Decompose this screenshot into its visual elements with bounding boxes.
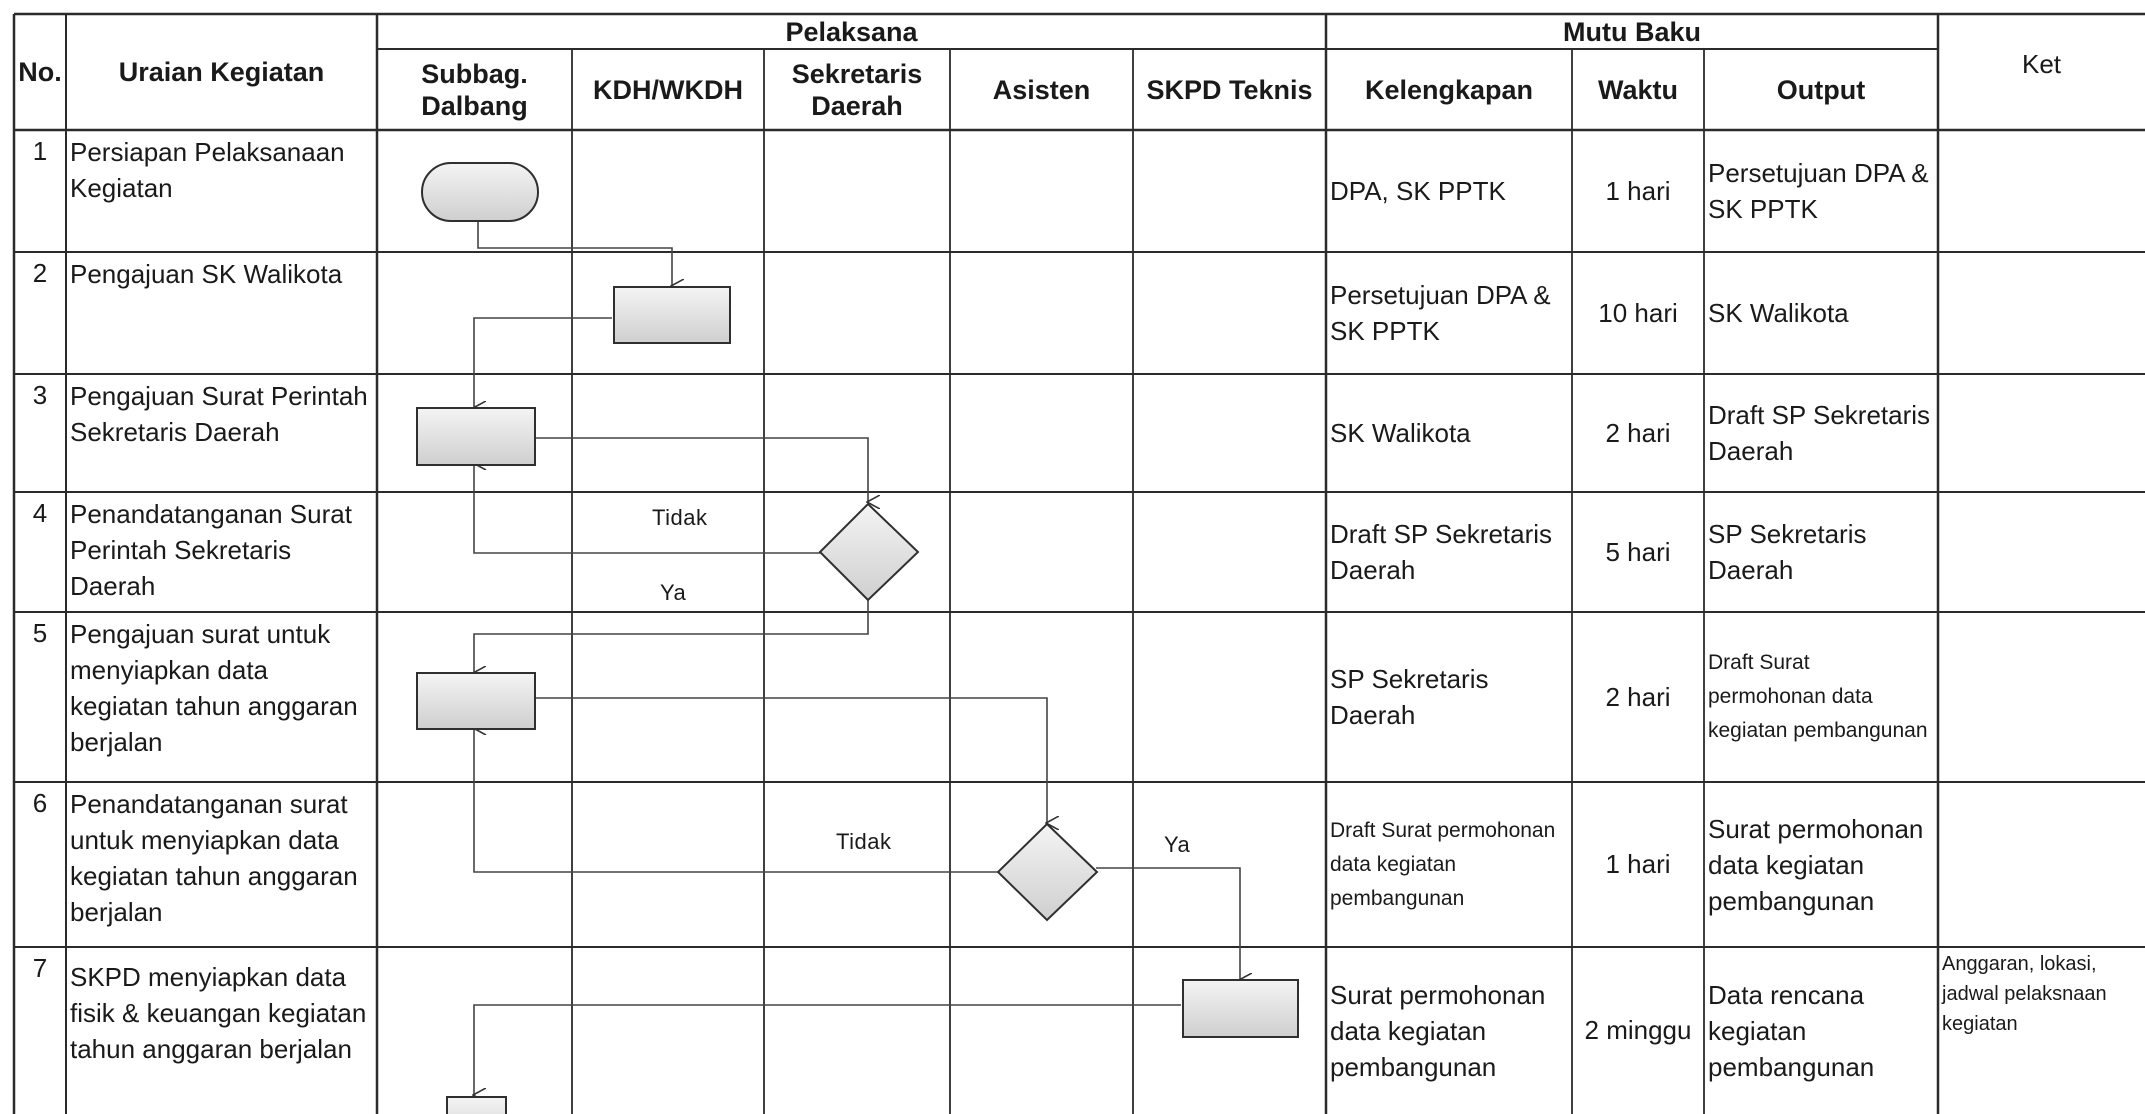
header-actor-kdh: KDH/WKDH <box>593 74 743 105</box>
header-actor-skpd: SKPD Teknis <box>1146 74 1313 105</box>
row-6-kelengkapan: Draft Surat permohonan data kegiatan pembangunan <box>1330 818 1556 910</box>
header-kelengkapan: Kelengkapan <box>1364 74 1534 105</box>
row-6-waktu: 1 hari <box>1605 849 1671 879</box>
row-1-kelengkapan: DPA, SK PPTK <box>1330 176 1506 206</box>
decision-asisten <box>998 824 1097 920</box>
process-box-skpd <box>1183 980 1298 1037</box>
row-4-waktu: 5 hari <box>1605 536 1671 567</box>
row-6-no: 6 <box>32 788 48 818</box>
row-7-uraian: SKPD menyiapkan data fisik & keuangan kegiatan tahun anggaran berjalan <box>70 962 367 1064</box>
flow-label-ya-2: Ya <box>1164 832 1191 857</box>
row-1-no: 1 <box>32 136 48 166</box>
row-2-output: SK Walikota <box>1708 298 1849 328</box>
header-no: No. <box>18 57 62 87</box>
process-box-kdh <box>614 287 730 343</box>
start-terminator <box>422 163 538 221</box>
row-4-uraian: Penandatanganan Surat Perintah Sekretaris Daerah <box>70 499 352 601</box>
process-box-dalbang-5 <box>417 673 535 729</box>
row-4-no: 4 <box>32 498 48 528</box>
row-5-output: Draft Surat permohonan data kegiatan pembangunan <box>1708 651 1928 742</box>
row-3-no: 3 <box>32 380 48 410</box>
row-2-waktu: 10 hari <box>1598 297 1678 328</box>
row-3-uraian: Pengajuan Surat Perintah Sekretaris Daerah <box>70 381 368 447</box>
header-actor-sekda: Sekretaris Daerah <box>791 58 923 121</box>
row-4-output: SP Sekretaris Daerah <box>1708 519 1867 585</box>
header-mutu-baku: Mutu Baku <box>1563 16 1701 47</box>
header-pelaksana: Pelaksana <box>785 16 918 47</box>
flow-label-ya-1: Ya <box>660 580 687 605</box>
header-ket: Ket <box>2021 49 2062 79</box>
offpage-connector <box>447 1097 506 1114</box>
row-4-kelengkapan: Draft SP Sekretaris Daerah <box>1330 519 1553 585</box>
row-6-uraian: Penandatanganan surat untuk menyiapkan data kegiatan tahun anggaran berjalan <box>70 789 358 927</box>
header-output: Output <box>1776 74 1866 105</box>
row-1-uraian: Persiapan Pelaksanaan Kegiatan <box>70 137 345 203</box>
header-waktu: Waktu <box>1598 74 1678 105</box>
row-2-no: 2 <box>32 258 48 288</box>
row-7-output: Data rencana kegiatan pembangunan <box>1708 979 1875 1082</box>
flow-label-tidak-2: Tidak <box>836 829 892 854</box>
decision-sekda <box>820 504 918 600</box>
row-1-output: Persetujuan DPA & SK PPTK <box>1708 158 1929 224</box>
row-3-kelengkapan: SK Walikota <box>1330 418 1471 448</box>
row-7-ket: Anggaran, lokasi, jadwal pelaksnaan kegiatan <box>1942 953 2107 1035</box>
row-7-kelengkapan: Surat permohonan data kegiatan pembangunan <box>1330 979 1546 1082</box>
row-2-uraian: Pengajuan SK Walikota <box>70 259 343 289</box>
row-5-no: 5 <box>32 618 48 648</box>
row-5-uraian: Pengajuan surat untuk menyiapkan data kegiatan tahun anggaran berjalan <box>70 619 358 757</box>
header-actor-asisten: Asisten <box>992 74 1091 105</box>
process-box-dalbang-3 <box>417 408 535 465</box>
row-7-no: 7 <box>32 953 48 983</box>
row-3-waktu: 2 hari <box>1605 417 1671 448</box>
row-5-kelengkapan: SP Sekretaris Daerah <box>1330 664 1489 730</box>
header-uraian: Uraian Kegiatan <box>118 57 325 87</box>
row-6-output: Surat permohonan data kegiatan pembangunan <box>1708 813 1924 916</box>
row-1-waktu: 1 hari <box>1605 175 1671 206</box>
row-2-kelengkapan: Persetujuan DPA & SK PPTK <box>1330 280 1551 346</box>
header-actor-subbag: Subbag. Dalbang <box>421 58 528 121</box>
flow-label-tidak-1: Tidak <box>652 505 708 530</box>
row-7-waktu: 2 minggu <box>1584 1015 1692 1045</box>
row-3-output: Draft SP Sekretaris Daerah <box>1708 400 1931 466</box>
row-5-waktu: 2 hari <box>1605 681 1671 712</box>
